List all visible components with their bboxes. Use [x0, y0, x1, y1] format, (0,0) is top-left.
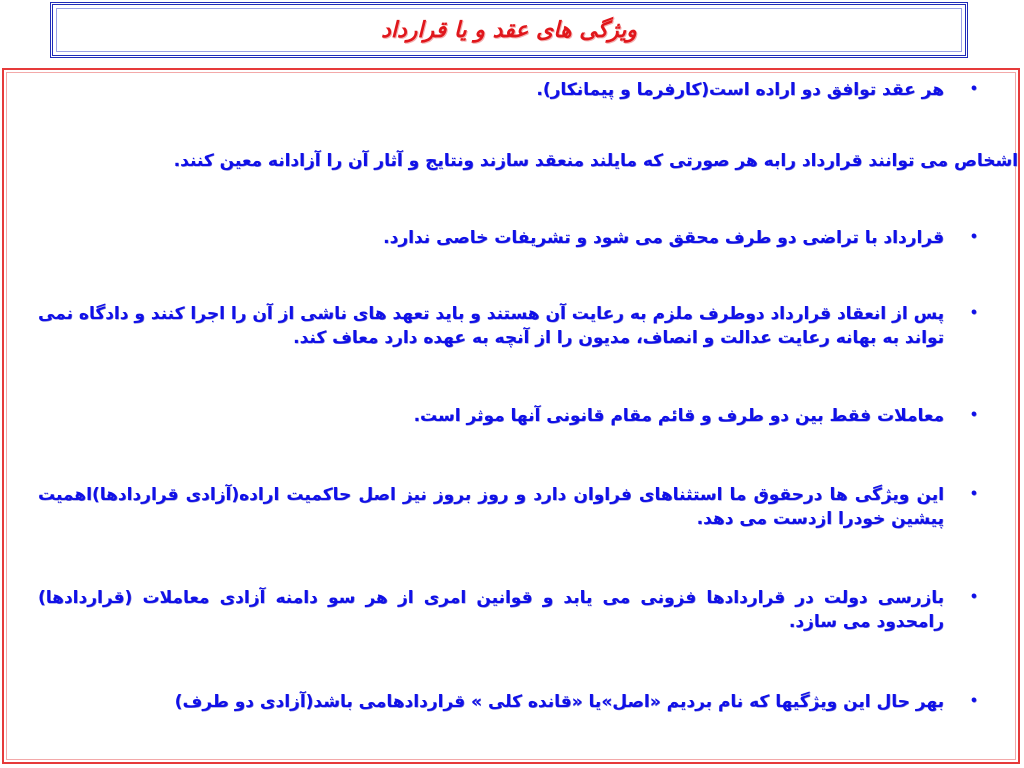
bullet-dot: •: [969, 590, 978, 605]
paragraph-text: معاملات فقط بین دو طرف و قائم مقام قانونی آنها موثر است.: [413, 406, 944, 426]
paragraph-text: این ویژگی ها درحقوق ما استثناهای فراوان دارد و روز بروز نیز اصل حاکمیت اراده(آزادی قراردادها)اهمیت پیشین خودرا ازدست می دهد.: [38, 485, 944, 529]
paragraph-text: قرارداد با تراضی دو طرف محقق می شود و تشریفات خاصی ندارد.: [383, 228, 944, 248]
paragraph-text: بهر حال این ویژگیها که نام بردیم «اصل»یا «قانده کلی » قراردادهامی باشد(آزادی دو طرف): [174, 692, 944, 712]
bullet-dot: •: [969, 694, 978, 709]
bullet-dot: •: [969, 306, 978, 321]
paragraph-text: هر عقد توافق دو اراده است(کارفرما و پیمانکار).: [536, 80, 944, 100]
bullet-dot: •: [969, 487, 978, 502]
paragraph-5: [38, 404, 986, 428]
paragraph-1: [38, 78, 986, 102]
paragraph-4: [38, 302, 986, 350]
paragraph-7: [38, 586, 986, 634]
bullet-dot: •: [969, 408, 978, 423]
paragraph-text: بازرسی دولت در قراردادها فزونی می یابد و قوانین امری از هر سو دامنه آزادی معاملات (قراردادها) رامحدود می سازد.: [38, 588, 944, 632]
slide-title: ویژگی های عقد و یا قرارداد: [381, 17, 637, 43]
paragraph-2: [54, 149, 1018, 173]
paragraph-text: پس از انعقاد قرارداد دوطرف ملزم به رعایت آن هستند و باید تعهد های ناشی از آن را اجرا کنند و دادگاه نمی تواند به بهانه رعایت عدالت و انصاف، مدیون را از آنچه به عهده دارد معاف کند.: [38, 304, 944, 348]
title-box: [50, 2, 968, 58]
bullet-dot: •: [969, 230, 978, 245]
paragraph-8: [38, 690, 986, 714]
paragraph-6: [38, 483, 986, 531]
paragraph-text: اشخاص می توانند قرارداد رابه هر صورتی که مایلند منعقد سازند ونتایج و آثار آن را آزادانه معین کنند.: [173, 151, 1018, 171]
paragraph-3: [38, 226, 986, 250]
bullet-dot: •: [969, 82, 978, 97]
